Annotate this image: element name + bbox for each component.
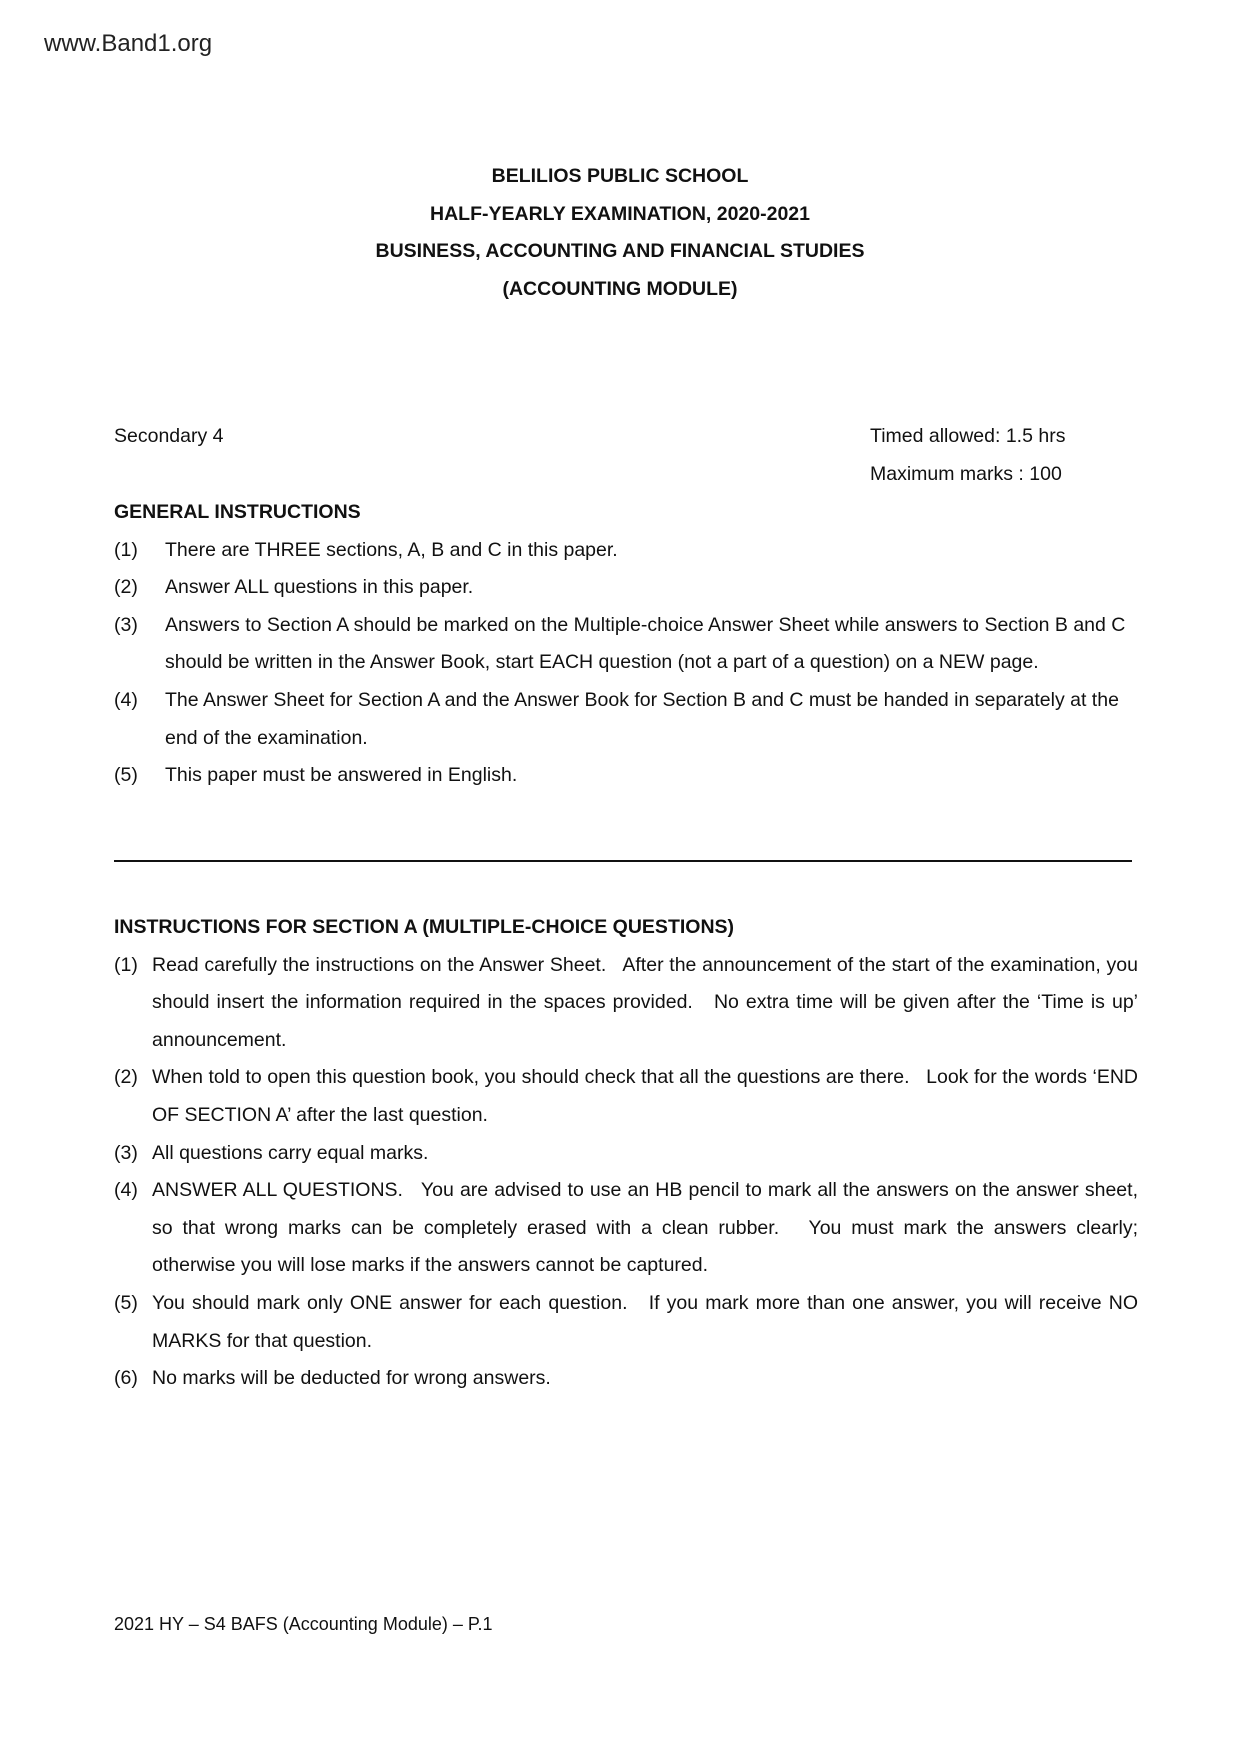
instruction-item xyxy=(114,1172,1144,1285)
item-text: You should mark only ONE answer for each question. If you mark more than one answer, you will receive NO MARKS for that question. xyxy=(152,1291,1144,1352)
item-text: ANSWER ALL QUESTIONS. You are advised to use an HB pencil to mark all the answers on the answer sheet, so that wrong marks can be completely erased with a clean rubber. You must mark the answers clearly; otherwise you will lose marks if the answers cannot be captured. xyxy=(152,1179,1144,1277)
instruction-item xyxy=(114,682,1134,757)
module-name: (ACCOUNTING MODULE) xyxy=(502,277,738,300)
item-number: (5) xyxy=(114,764,138,787)
instruction-item xyxy=(114,947,1144,1060)
item-text: Answers to Section A should be marked on the Multiple-choice Answer Sheet while answers to Section B and C should be written in the Answer Book, start EACH question (not a part of a question) on a NEW page. xyxy=(165,613,1131,674)
item-number: (3) xyxy=(114,613,138,636)
section-a-heading: INSTRUCTIONS FOR SECTION A (MULTIPLE-CHOICE QUESTIONS) xyxy=(114,916,735,938)
level: Secondary 4 xyxy=(114,425,224,447)
instruction-item xyxy=(114,1059,1144,1134)
maximum-marks: Maximum marks : 100 xyxy=(870,463,1062,485)
item-number: (5) xyxy=(114,1291,138,1314)
item-text: Answer ALL questions in this paper. xyxy=(165,576,474,599)
instruction-item xyxy=(114,532,1134,570)
section-a-instructions xyxy=(114,909,1144,1398)
item-number: (6) xyxy=(114,1367,138,1390)
general-instructions-heading: GENERAL INSTRUCTIONS xyxy=(114,501,361,523)
exam-name: HALF-YEARLY EXAMINATION, 2020-2021 xyxy=(430,202,810,225)
watermark: www.Band1.org xyxy=(44,30,213,57)
item-number: (2) xyxy=(114,576,138,599)
exam-title-block xyxy=(0,158,1240,308)
item-text: All questions carry equal marks. xyxy=(152,1141,429,1164)
instruction-item xyxy=(114,569,1134,607)
school-name: BELILIOS PUBLIC SCHOOL xyxy=(491,165,749,187)
instruction-item xyxy=(114,1360,1138,1398)
item-text: When told to open this question book, you should check that all the questions are there. Look for the words ‘END OF SECTION A’ after the last question. xyxy=(152,1066,1144,1126)
instruction-item xyxy=(114,757,1134,795)
item-number: (4) xyxy=(114,688,138,711)
item-text: This paper must be answered in English. xyxy=(165,764,518,787)
instruction-item xyxy=(114,1285,1144,1360)
item-number: (3) xyxy=(114,1141,138,1164)
item-text: There are THREE sections, A, B and C in this paper. xyxy=(165,538,618,561)
subject-name: BUSINESS, ACCOUNTING AND FINANCIAL STUDIES xyxy=(375,240,865,263)
item-text: Read carefully the instructions on the Answer Sheet. After the announcement of the start of the examination, you should insert the information required in the spaces provided. No extra time will be given after the ‘Time is up’ announcement. xyxy=(152,953,1144,1051)
instruction-item xyxy=(114,607,1134,682)
general-instructions xyxy=(114,494,1134,795)
item-number: (1) xyxy=(114,953,138,976)
instruction-item xyxy=(114,1135,1138,1173)
divider xyxy=(114,860,1132,862)
item-number: (2) xyxy=(114,1066,138,1089)
item-number: (1) xyxy=(114,538,138,561)
item-text: The Answer Sheet for Section A and the Answer Book for Section B and C must be handed in separately at the end of the examination. xyxy=(165,688,1125,749)
item-number: (4) xyxy=(114,1179,138,1202)
page-footer: 2021 HY – S4 BAFS (Accounting Module) – P.1 xyxy=(114,1614,493,1634)
item-text: No marks will be deducted for wrong answers. xyxy=(152,1367,551,1390)
time-allowed: Timed allowed: 1.5 hrs xyxy=(870,425,1066,447)
